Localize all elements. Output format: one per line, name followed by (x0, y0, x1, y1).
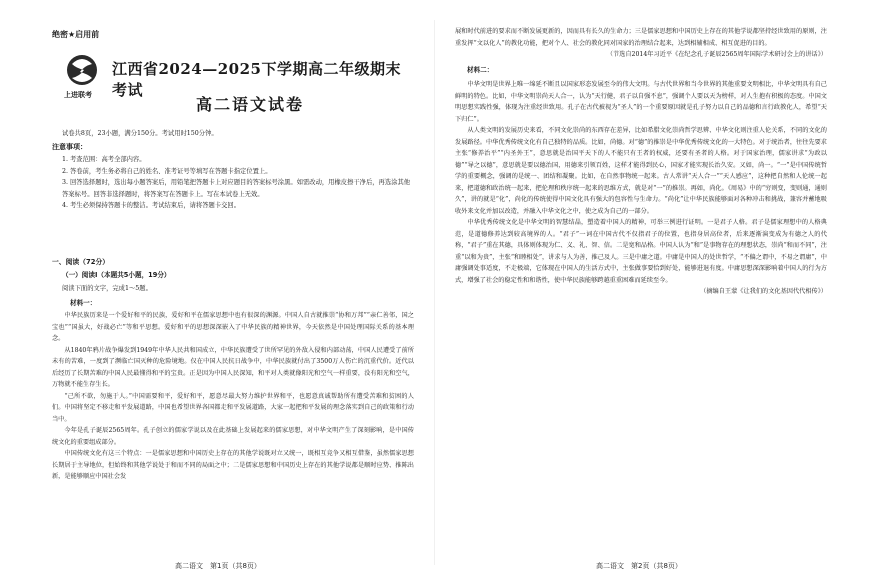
paragraph: 中华优秀传统文化是中华文明的智慧结晶，塑造着中国人的精神，可举三例进行证明。一是君子人格。君子是儒家理想中的人格典范，是道德修养达到较高境界的人。“君子”一词在中国古代不仅指君子的位置，也指身居高位者，后来逐渐演变成为有德之人的代称，“君子”重在其德，具体则体现为仁、义、礼、智、信。二是宽和品格。中国人认为“和”是事物存在的理想状态，崇尚“和而不同”，注重“以和为贵”，主张“和睦相处”，讲求与人为善，推己及人。三是中庸之道。中庸是中国人的处世哲学，“不偏之谓中，不易之谓庸”，中庸强调处事适度，不走极端，它体现在中国人的生活方式中，主张做事要恰到好处，能够进退有度。中庸思想深深影响着中国人的行为方式，增强了社会的稳定性和和谐性，使中华民族能够跨越重重困难而延续至今。 (455, 219, 827, 284)
paragraph: 从人类文明的发展历史来看，不同文化崇尚的东西存在差异，比如希腊文化崇尚哲学思辨、中华文化则注重人伦关系，不同的文化的发展路径。中华优秀传统文化有自己独特的品质。比如，尚德。对“德”的推崇是中华优秀传统文化的一大特色。对于统治者，往往先要求主张“修养治平”“内圣外王”，意思就是治国平天下的人不能只有王者的权威，还要有圣者的人格。对于国家治理，儒家讲求“为政以德”“导之以德”，意思就是要以德治国，用德来引领百姓，这样才能得到民心，国家才能实现长治久安。又如，尚一。“一”是中国传统哲学的重要概念，强调的是统一、团结和凝聚。比如，在自然事物统一起来。古人常讲“天人合一”“天人感应”，这种把自然和人伦统一起来，把道德和政治统一起来，把伦理和秩序统一起来的思维方式，就是对“一”的推崇。再如，尚化。《周易》中的“穷则变，变则通，通则久”，讲的就是“化”，尚化的传统使得中国文化具有强大的包容性与生命力。“尚化”让中华民族能够面对各种冲击和挑战，兼容并蓄地吸收外来文化并加以改造，并融入中华文化之中，使之成为自己的一部分。 (455, 127, 827, 215)
paragraph: 展和时代前进的要求而不断发展更新的，因而具有长久的生命力；三是儒家思想和中国历史上存在的其他学说都坚持经世致用的原则，注重发挥“文以化人”的教化功能，把对个人、社会的教化同对国家的治理结合起来，达到相辅相成、相互促进的目的。 (455, 28, 827, 47)
paragraph: 今年是孔子诞辰2565周年。孔子创立的儒家学说以及在此基础上发展起来的儒家思想，对中华文明产生了深刻影响，是中国传统文化的重要组成部分。 (52, 427, 414, 446)
subsection-heading: （一）阅读Ⅰ（本题共5小题，19分） (62, 271, 171, 279)
right-body-text (455, 26, 827, 298)
exam-info: 试卷共8页，23小题，满分150分。考试用时150分钟。 (62, 130, 218, 137)
notes-list (62, 154, 412, 212)
source-citation: （摘编自王蒙《让我们的文化基因代代相传》） (700, 288, 827, 295)
section-heading: 一、阅读（72分） (52, 258, 110, 266)
material-one-heading: 材料一： (70, 299, 97, 307)
exam-title: 江西省2024—2025下学期高二年级期末考试 (112, 60, 401, 99)
paragraph: 中华文明是世界上唯一绵延不断且以国家形态发展至今的伟大文明。与古代世界和当今世界的其他重要文明相比，中华文明具有自己鲜明的特色。比如，中华文明崇尚天人合一，认为“天行健，君子以自强不息”，强调个人要以天为榜样，对人生抱有积极的态度。中国文明思想实践性强，体现为注重经世致用。孔子在古代被视为“圣人”的一个重要原因就是孔子努力以自己的品德和言行政教化人，希望“天下归仁”。 (455, 81, 827, 123)
page-footer-right: 高二语文 第2页（共8页） (596, 562, 682, 570)
exam-logo-icon (62, 52, 102, 90)
paragraph: 中华民族历来是一个爱好和平的民族，爱好和平在儒家思想中也有很深的渊源。中国人自古就推崇“协和万邦”“亲仁善邻，国之宝也”“国虽大，好战必亡”等和平思想。爱好和平的思想深深嵌入了中华民族的精神世界，今天依然是中国处理国际关系的基本理念。 (52, 312, 414, 342)
subject-title: 高二语文试卷 (195, 95, 304, 114)
notes-heading: 注意事项： (52, 143, 87, 151)
source-citation: （节选自2014年习近平《在纪念孔子诞辰2565周年国际学术研讨会上的讲话》） (606, 51, 827, 58)
paragraph: 从1840年鸦片战争爆发到1949年中华人民共和国成立，中华民族遭受了世所罕见的外敌入侵和内部动荡，中国人民遭受了前所未有的苦难，一度到了濒临亡国灭种的危险境地。仅在中国人民抗日战争中，中华民族就付出了3500万人伤亡的沉重代价。近代以后经历了长期苦难的中国人民最懂得和平的宝贵。正是因为中国人民深知，和平对人类就像阳光和空气一样重要，没有阳光和空气，万物就不能生存生长。 (52, 346, 414, 388)
note-item: 2. 答卷前，考生务必将自己的姓名、准考证号等填写在答题卡指定位置上。 (62, 167, 272, 175)
paragraph: “己所不欲，勿施于人。”中国需要和平，爱好和平，愿意尽最大努力维护世界和平，也愿意真诚帮助所有遭受苦难和贫困的人们。中国将坚定不移走和平发展道路，中国也希望世界各国都走和平发展道路，大家一起把和平发展的理念落实到自己的政策和行动当中。 (52, 392, 414, 423)
reading-instruction: 阅读下面的文字，完成1～5题。 (62, 285, 152, 292)
note-item: 4. 考生必须保持答题卡的整洁。考试结束后，请将答题卡交回。 (62, 202, 241, 210)
confidential-mark: 绝密★启用前 (52, 30, 100, 39)
material-two-heading: 材料二： (467, 65, 494, 74)
note-item: 3. 回答选择题时，选出每小题答案后，用铅笔把答题卡上对应题目的答案标号涂黑。如需改动，用橡皮擦干净后，再选涂其他答案标号。回答非选择题时，将答案写在答题卡上。写在本试卷上无效。 (62, 179, 411, 198)
page-divider (434, 20, 435, 565)
page-footer-left: 高二语文 第1页（共8页） (175, 562, 261, 570)
paragraph: 中国传统文化有这三个特点：一是儒家思想和中国历史上存在的其他学说既对立又统一，既相互竞争又相互借鉴，虽然儒家思想长期居于主导地位，但始终和其他学说处于和而不同的局面之中；二是儒家思想和中国历史上存在的其他学说都是顺时应势、推陈出新，是能够顺应中国社会发 (52, 450, 414, 480)
logo-text: 上进联考 (64, 91, 92, 99)
note-item: 1. 考查范围：高考全部内容。 (62, 156, 146, 163)
left-body-text (52, 310, 414, 483)
